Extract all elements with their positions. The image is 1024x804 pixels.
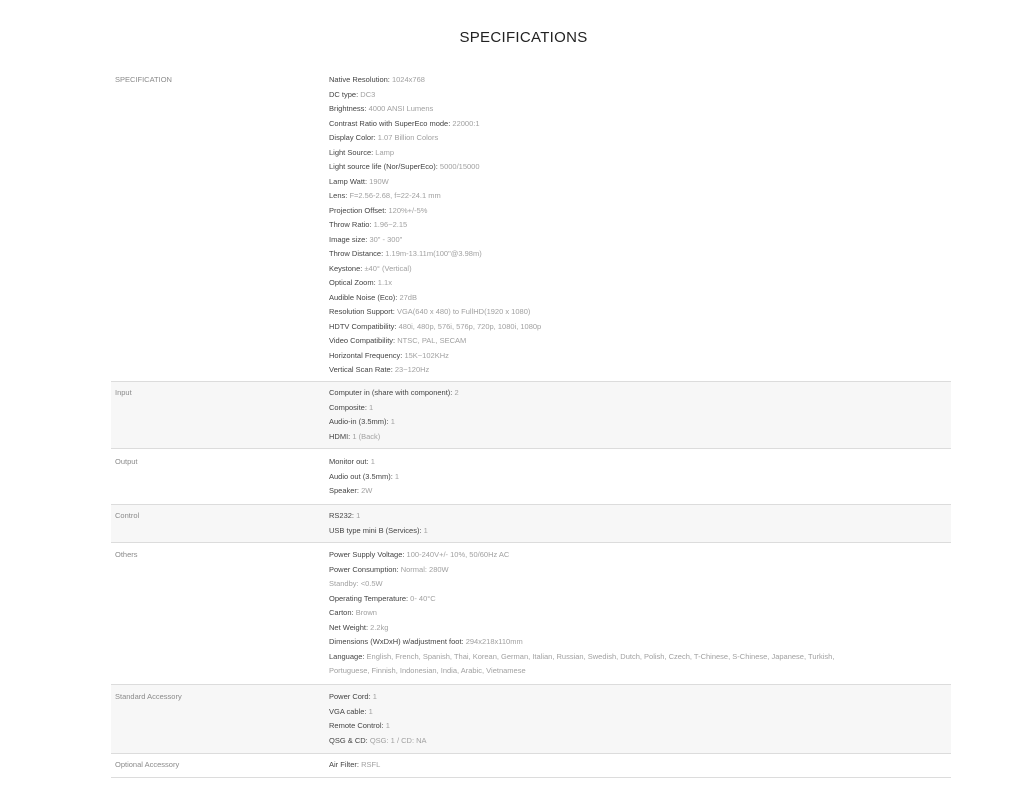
spec-item xyxy=(329,592,951,607)
spec-value: VGA(640 x 480) to FullHD(1920 x 1080) xyxy=(394,307,531,316)
spec-key: Power Cord: xyxy=(329,692,371,701)
spec-value: 5000/15000 xyxy=(437,162,480,171)
spec-item xyxy=(329,430,951,445)
spec-key: Brightness: xyxy=(329,104,367,113)
spec-value: Lamp xyxy=(373,147,395,157)
spec-key: Lamp Watt: xyxy=(329,176,368,186)
spec-item xyxy=(329,606,951,621)
spec-key: Video Compatibility: xyxy=(329,336,396,345)
spec-item xyxy=(329,635,951,650)
spec-key: Resolution Support: xyxy=(329,307,395,316)
section-items xyxy=(329,455,951,501)
spec-item xyxy=(329,705,951,720)
spec-key: Power Consumption: xyxy=(329,564,399,574)
spec-key: Throw Distance: xyxy=(329,249,384,258)
spec-value: 100-240V+/- 10%, 50/60Hz AC xyxy=(404,550,510,559)
section-label: Input xyxy=(115,388,132,397)
spec-key: Optical Zoom: xyxy=(329,278,376,287)
spec-value: 120%+/-5% xyxy=(386,205,428,215)
spec-value: 1 xyxy=(421,525,428,535)
spec-value: 1.19m-13.11m(100"@3.98m) xyxy=(383,249,482,258)
spec-item xyxy=(329,719,951,734)
spec-value: 1.07 Billion Colors xyxy=(375,133,439,142)
section-label: Control xyxy=(115,511,140,520)
spec-value: RSFL xyxy=(359,760,381,769)
spec-value: ±40° (Vertical) xyxy=(362,263,412,273)
spec-item xyxy=(329,509,951,524)
spec-value: F=2.56-2.68, f=22-24.1 mm xyxy=(347,191,441,200)
spec-value: Brown xyxy=(353,608,377,617)
spec-key: Projection Offset: xyxy=(329,205,387,215)
spec-key: RS232: xyxy=(329,511,355,520)
spec-section-output xyxy=(111,449,951,505)
spec-value: 2W xyxy=(359,486,373,495)
spec-value: 1.96~2.15 xyxy=(371,220,408,229)
section-label: Output xyxy=(115,457,138,466)
spec-value: 1.1x xyxy=(375,278,392,287)
spec-item xyxy=(329,189,951,204)
spec-key: Power Supply Voltage: xyxy=(329,550,405,559)
spec-value: DC3 xyxy=(358,89,376,99)
spec-key: DC type: xyxy=(329,89,359,99)
spec-value: 480i, 480p, 576i, 576p, 720p, 1080i, 1080p xyxy=(396,321,542,331)
section-items xyxy=(329,548,951,681)
spec-value: NTSC, PAL, SECAM xyxy=(395,336,467,345)
section-label: Optional Accessory xyxy=(115,760,180,769)
page-title: SPECIFICATIONS xyxy=(459,29,588,46)
spec-item xyxy=(329,386,951,401)
spec-value: 4000 ANSI Lumens xyxy=(366,104,434,113)
spec-key: Audio out (3.5mm): xyxy=(329,471,393,481)
spec-item xyxy=(329,276,951,291)
spec-key: Lens: xyxy=(329,191,348,200)
spec-item xyxy=(329,563,951,578)
spec-value: Normal: 280W xyxy=(398,564,449,574)
spec-key: Composite: xyxy=(329,402,367,412)
spec-item xyxy=(329,349,951,364)
spec-key: HDTV Compatibility: xyxy=(329,321,397,331)
spec-item xyxy=(329,305,951,320)
spec-value: 2 xyxy=(452,388,459,397)
spec-value: 30" - 300" xyxy=(367,234,403,244)
spec-value: 1 xyxy=(388,417,395,426)
spec-item xyxy=(329,334,951,349)
spec-value: 27dB xyxy=(397,292,417,302)
spec-item xyxy=(329,484,951,499)
spec-key: Carton: xyxy=(329,608,354,617)
section-items xyxy=(329,690,951,750)
specifications-table xyxy=(111,71,951,778)
spec-key: VGA cable: xyxy=(329,706,367,716)
spec-value: 294x218x110mm xyxy=(463,637,523,646)
spec-item xyxy=(329,401,951,416)
spec-section-standard-accessory xyxy=(111,685,951,754)
spec-value: QSG: 1 / CD: NA xyxy=(367,735,427,745)
spec-item xyxy=(329,621,951,636)
spec-key: Remote Control: xyxy=(329,721,384,730)
spec-key: Light Source: xyxy=(329,147,374,157)
spec-section-others xyxy=(111,543,951,685)
spec-key: Language: xyxy=(329,651,365,661)
section-label: Others xyxy=(115,550,138,559)
spec-key: HDMI: xyxy=(329,431,351,441)
spec-value: 1024x768 xyxy=(389,75,425,84)
spec-item xyxy=(329,146,951,161)
spec-item xyxy=(329,363,951,378)
spec-item xyxy=(329,470,951,485)
section-label: SPECIFICATION xyxy=(115,75,172,84)
spec-value: 190W xyxy=(367,176,389,186)
spec-key: Horizontal Frequency: xyxy=(329,350,403,360)
spec-item xyxy=(329,758,951,773)
spec-item xyxy=(329,204,951,219)
spec-key: Dimensions (WxDxH) w/adjustment foot: xyxy=(329,637,464,646)
spec-value: 1 xyxy=(392,471,400,481)
spec-item xyxy=(329,247,951,262)
spec-item xyxy=(329,262,951,277)
section-items xyxy=(329,509,951,539)
spec-key: Vertical Scan Rate: xyxy=(329,365,393,374)
spec-key: Audible Noise (Eco): xyxy=(329,292,398,302)
spec-value: 22000:1 xyxy=(450,118,480,128)
spec-key: Light source life (Nor/SuperEco): xyxy=(329,162,438,171)
spec-value: 1 xyxy=(366,706,373,716)
spec-value: Standby: <0.5W xyxy=(329,579,383,588)
spec-item xyxy=(329,88,951,103)
spec-section-specification xyxy=(111,71,951,382)
spec-item xyxy=(329,650,869,679)
spec-value: 15K~102KHz xyxy=(402,350,449,360)
section-items xyxy=(329,386,951,445)
spec-item xyxy=(329,690,951,705)
spec-item xyxy=(329,415,951,430)
spec-value: 1 (Back) xyxy=(350,431,381,441)
spec-key: Monitor out: xyxy=(329,457,369,466)
spec-section-control xyxy=(111,505,951,543)
spec-item xyxy=(329,548,951,563)
spec-key: Native Resolution: xyxy=(329,75,390,84)
spec-value: 23~120Hz xyxy=(392,365,430,374)
section-items xyxy=(329,73,951,378)
spec-value: 1 xyxy=(383,721,390,730)
spec-item xyxy=(329,577,951,592)
spec-section-input xyxy=(111,382,951,449)
spec-item xyxy=(329,131,951,146)
spec-value: 1 xyxy=(368,457,375,466)
spec-value: 1 xyxy=(366,402,374,412)
spec-item xyxy=(329,218,951,233)
spec-item xyxy=(329,233,951,248)
spec-key: QSG & CD: xyxy=(329,735,368,745)
spec-item xyxy=(329,320,951,335)
spec-item xyxy=(329,455,951,470)
spec-item xyxy=(329,73,951,88)
spec-value: English, French, Spanish, Thai, Korean, German, Italian, Russian, Swedish, Dutch, Polish, Czech, T-Chinese, S-Chinese, Japanese, Turkish, Portuguese, Finnish, Indonesian, India, Arabic, Vietnamese xyxy=(329,651,835,675)
spec-value: 1 xyxy=(354,511,361,520)
spec-key: Throw Ratio: xyxy=(329,220,372,229)
section-items xyxy=(329,758,951,774)
spec-item xyxy=(329,175,951,190)
spec-section-optional-accessory xyxy=(111,754,951,778)
spec-item xyxy=(329,734,951,749)
spec-key: Operating Temperature: xyxy=(329,593,409,603)
spec-item xyxy=(329,160,951,175)
spec-key: Speaker: xyxy=(329,486,360,495)
spec-item xyxy=(329,524,951,539)
spec-key: Keystone: xyxy=(329,263,363,273)
spec-key: Display Color: xyxy=(329,133,376,142)
spec-value: 2.2kg xyxy=(368,622,389,632)
spec-value: 0- 40°C xyxy=(408,593,436,603)
spec-item xyxy=(329,117,951,132)
spec-key: USB type mini B (Services): xyxy=(329,525,422,535)
section-label: Standard Accessory xyxy=(115,692,182,701)
spec-key: Contrast Ratio with SuperEco mode: xyxy=(329,118,451,128)
spec-key: Image size: xyxy=(329,234,368,244)
spec-item xyxy=(329,291,951,306)
spec-key: Net Weight: xyxy=(329,622,369,632)
spec-value: 1 xyxy=(370,692,377,701)
spec-item xyxy=(329,102,951,117)
spec-key: Computer in (share with component): xyxy=(329,388,453,397)
spec-key: Air Filter: xyxy=(329,760,359,769)
spec-key: Audio-in (3.5mm): xyxy=(329,417,389,426)
